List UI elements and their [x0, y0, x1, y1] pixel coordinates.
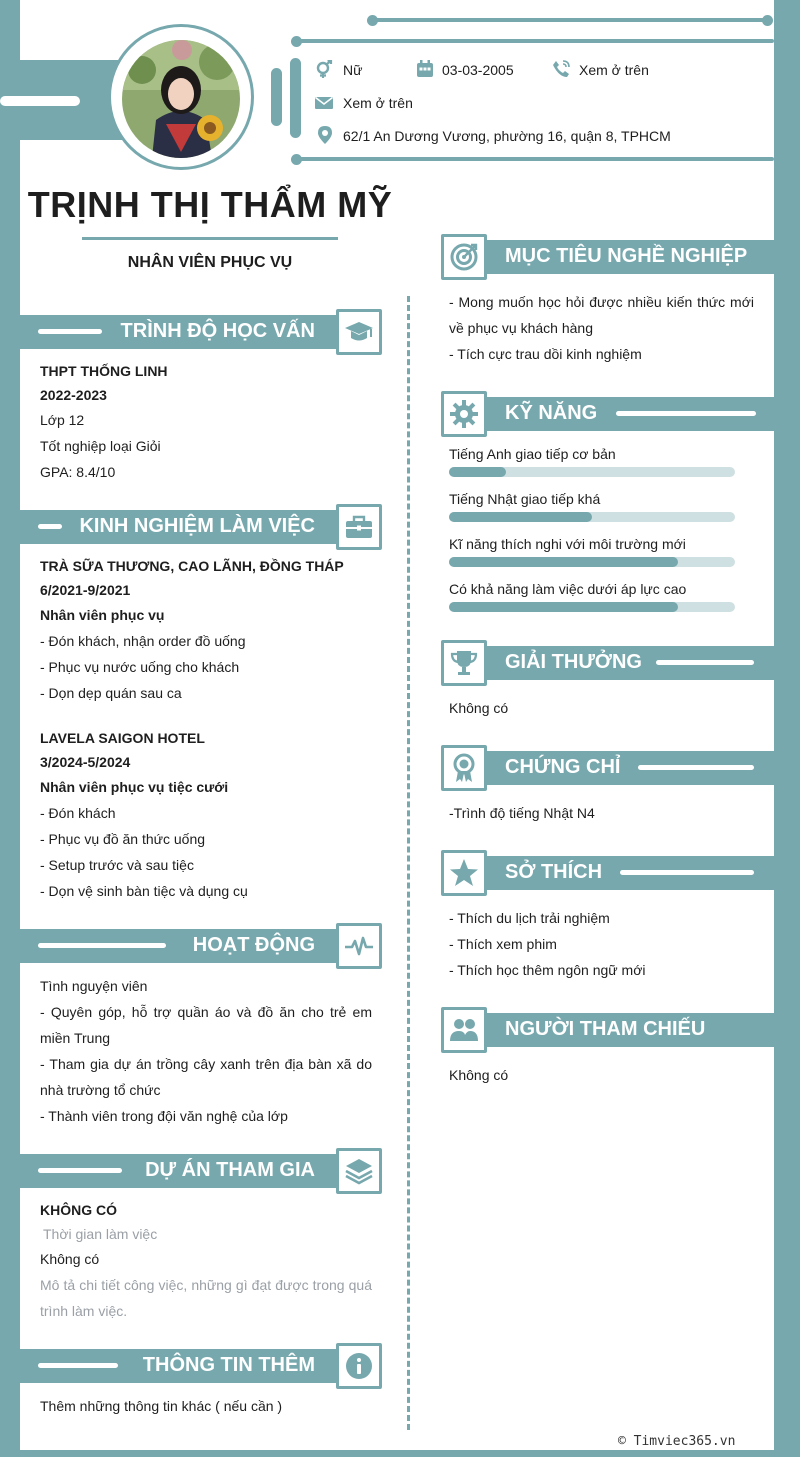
header-stripe — [38, 1363, 118, 1368]
experience-icon-box — [336, 504, 382, 550]
activities-icon-box — [336, 923, 382, 969]
info-icon — [344, 1351, 374, 1381]
hobby-line: - Thích học thêm ngôn ngữ mới — [449, 962, 646, 978]
header-stripe — [616, 411, 756, 416]
header-stripe — [38, 943, 166, 948]
activity-line: - Quyên góp, hỗ trợ quần áo và đồ ăn cho trẻ em miền Trung — [40, 1004, 372, 1046]
certificates-icon-box — [441, 745, 487, 791]
skill-bar-fill — [449, 467, 506, 477]
school-class: Lớp 12 — [40, 412, 85, 428]
phone-icon — [552, 60, 570, 83]
projects-title: DỰ ÁN THAM GIA — [145, 1159, 315, 1181]
school-name: THPT THỐNG LINH — [40, 363, 168, 379]
right-frame — [774, 0, 800, 1457]
header-stripe — [38, 524, 62, 529]
column-divider — [407, 296, 410, 1430]
full-name: TRỊNH THỊ THẨM MỸ — [27, 184, 393, 225]
project-role: Không có — [40, 1251, 100, 1267]
graduation-cap-icon — [344, 317, 374, 347]
education-title: TRÌNH ĐỘ HỌC VẤN — [120, 320, 315, 342]
awards-text: Không có — [449, 700, 509, 716]
skill-bar-fill — [449, 512, 592, 522]
target-icon — [449, 242, 479, 272]
address-value: 62/1 An Dương Vương, phường 16, quận 8, TPHCM — [343, 128, 671, 144]
header-stripe — [38, 329, 102, 334]
header-stripe — [656, 660, 754, 665]
job-task: - Setup trước và sau tiệc — [40, 857, 194, 873]
header-line — [296, 157, 774, 161]
pulse-icon — [344, 931, 374, 961]
header-left-stripe — [0, 96, 80, 106]
skill-bar-fill — [449, 557, 678, 567]
gender-icon — [315, 60, 333, 83]
extra-text: Thêm những thông tin khác ( nếu cần ) — [40, 1398, 283, 1414]
project-time: Thời gian làm việc — [43, 1226, 158, 1242]
name-underline — [82, 237, 338, 240]
job-task: - Đón khách, nhận order đồ uống — [40, 633, 246, 649]
objective-line: - Tích cực trau dồi kinh nghiệm — [449, 346, 642, 362]
hobby-line: - Thích xem phim — [449, 936, 557, 952]
job-task: - Phục vụ đồ ăn thức uống — [40, 831, 206, 847]
hobbies-title: SỞ THÍCH — [505, 861, 603, 883]
header-top-line — [372, 18, 768, 22]
calendar-icon — [416, 60, 434, 83]
awards-title: GIẢI THƯỞNG — [505, 651, 642, 673]
job-task: - Phục vụ nước uống cho khách — [40, 659, 240, 675]
job-task: - Đón khách — [40, 805, 116, 821]
certificates-text: -Trình độ tiếng Nhật N4 — [449, 805, 595, 821]
skill-label: Tiếng Nhật giao tiếp khá — [449, 491, 601, 507]
awards-icon-box — [441, 640, 487, 686]
extra-icon-box — [336, 1343, 382, 1389]
school-result: Tốt nghiệp loại Giỏi — [40, 438, 161, 454]
school-gpa: GPA: 8.4/10 — [40, 464, 116, 480]
job-title: NHÂN VIÊN PHỤC VỤ — [127, 254, 293, 271]
layers-icon — [344, 1156, 374, 1186]
objective-icon-box — [441, 234, 487, 280]
users-icon — [449, 1015, 479, 1045]
avatar — [122, 40, 240, 158]
briefcase-icon — [344, 512, 374, 542]
education-icon-box — [336, 309, 382, 355]
objective-title: MỤC TIÊU NGHỀ NGHIỆP — [505, 245, 748, 267]
experience-title: KINH NGHIỆM LÀM VIỆC — [79, 515, 315, 537]
bottom-frame — [0, 1450, 800, 1457]
header-vbar — [290, 58, 301, 138]
email-value: Xem ở trên — [343, 95, 413, 111]
phone-value: Xem ở trên — [579, 62, 649, 78]
header-vbar — [271, 68, 282, 126]
job-company: TRÀ SỮA THƯƠNG, CAO LÃNH, ĐỒNG THÁP — [40, 558, 344, 574]
birthday-value: 03-03-2005 — [442, 62, 514, 78]
job-position: Nhân viên phục vụ tiệc cưới — [40, 779, 229, 795]
skill-bar — [449, 512, 735, 522]
footer-watermark: © Timviec365.vn — [618, 1434, 736, 1449]
activity-line: - Tham gia dự án trồng cây xanh trên địa bàn xã do nhà trường tổ chức — [40, 1056, 372, 1098]
skill-label: Có khả năng làm việc dưới áp lực cao — [449, 581, 687, 597]
job-task: - Dọn vệ sinh bàn tiệc và dụng cụ — [40, 883, 248, 899]
job-task: - Dọn dẹp quán sau ca — [40, 685, 182, 701]
job-company: LAVELA SAIGON HOTEL — [40, 730, 205, 746]
skill-bar — [449, 602, 735, 612]
skill-bar-fill — [449, 602, 678, 612]
school-period: 2022-2023 — [40, 387, 107, 403]
gender-value: Nữ — [343, 62, 363, 78]
job-period: 3/2024-5/2024 — [40, 754, 131, 770]
job-position: Nhân viên phục vụ — [40, 607, 165, 623]
projects-icon-box — [336, 1148, 382, 1194]
skill-bar — [449, 467, 735, 477]
objective-line: - Mong muốn học hỏi được nhiều kiến thức mới về phục vụ khách hàng — [449, 294, 754, 336]
references-icon-box — [441, 1007, 487, 1053]
activity-line: Tình nguyện viên — [40, 978, 148, 994]
header-stripe — [38, 1168, 122, 1173]
skill-label: Kĩ năng thích nghi với môi trường mới — [449, 536, 686, 552]
award-ribbon-icon — [449, 753, 479, 783]
hobbies-icon-box — [441, 850, 487, 896]
activity-line: - Thành viên trong đội văn nghệ của lớp — [40, 1108, 288, 1124]
trophy-icon — [449, 648, 479, 678]
skills-icon-box — [441, 391, 487, 437]
job-period: 6/2021-9/2021 — [40, 582, 131, 598]
skill-bar — [449, 557, 735, 567]
project-name: KHÔNG CÓ — [40, 1202, 117, 1218]
header-line — [296, 39, 774, 43]
header-stripe — [638, 765, 754, 770]
header-stripe — [620, 870, 754, 875]
certificates-title: CHỨNG CHỈ — [505, 756, 621, 778]
star-icon — [449, 858, 479, 888]
header-dot — [762, 15, 773, 26]
location-icon — [316, 126, 334, 149]
skill-label: Tiếng Anh giao tiếp cơ bản — [449, 446, 616, 462]
skills-title: KỸ NĂNG — [505, 402, 598, 424]
extra-title: THÔNG TIN THÊM — [142, 1354, 315, 1376]
hobby-line: - Thích du lịch trải nghiệm — [449, 910, 610, 926]
project-description: Mô tả chi tiết công việc, những gì đạt được trong quá trình làm việc. — [40, 1277, 372, 1319]
gear-icon — [449, 399, 479, 429]
references-title: NGƯỜI THAM CHIẾU — [505, 1018, 706, 1040]
activities-title: HOẠT ĐỘNG — [192, 934, 315, 956]
references-text: Không có — [449, 1067, 509, 1083]
email-icon — [315, 94, 333, 117]
